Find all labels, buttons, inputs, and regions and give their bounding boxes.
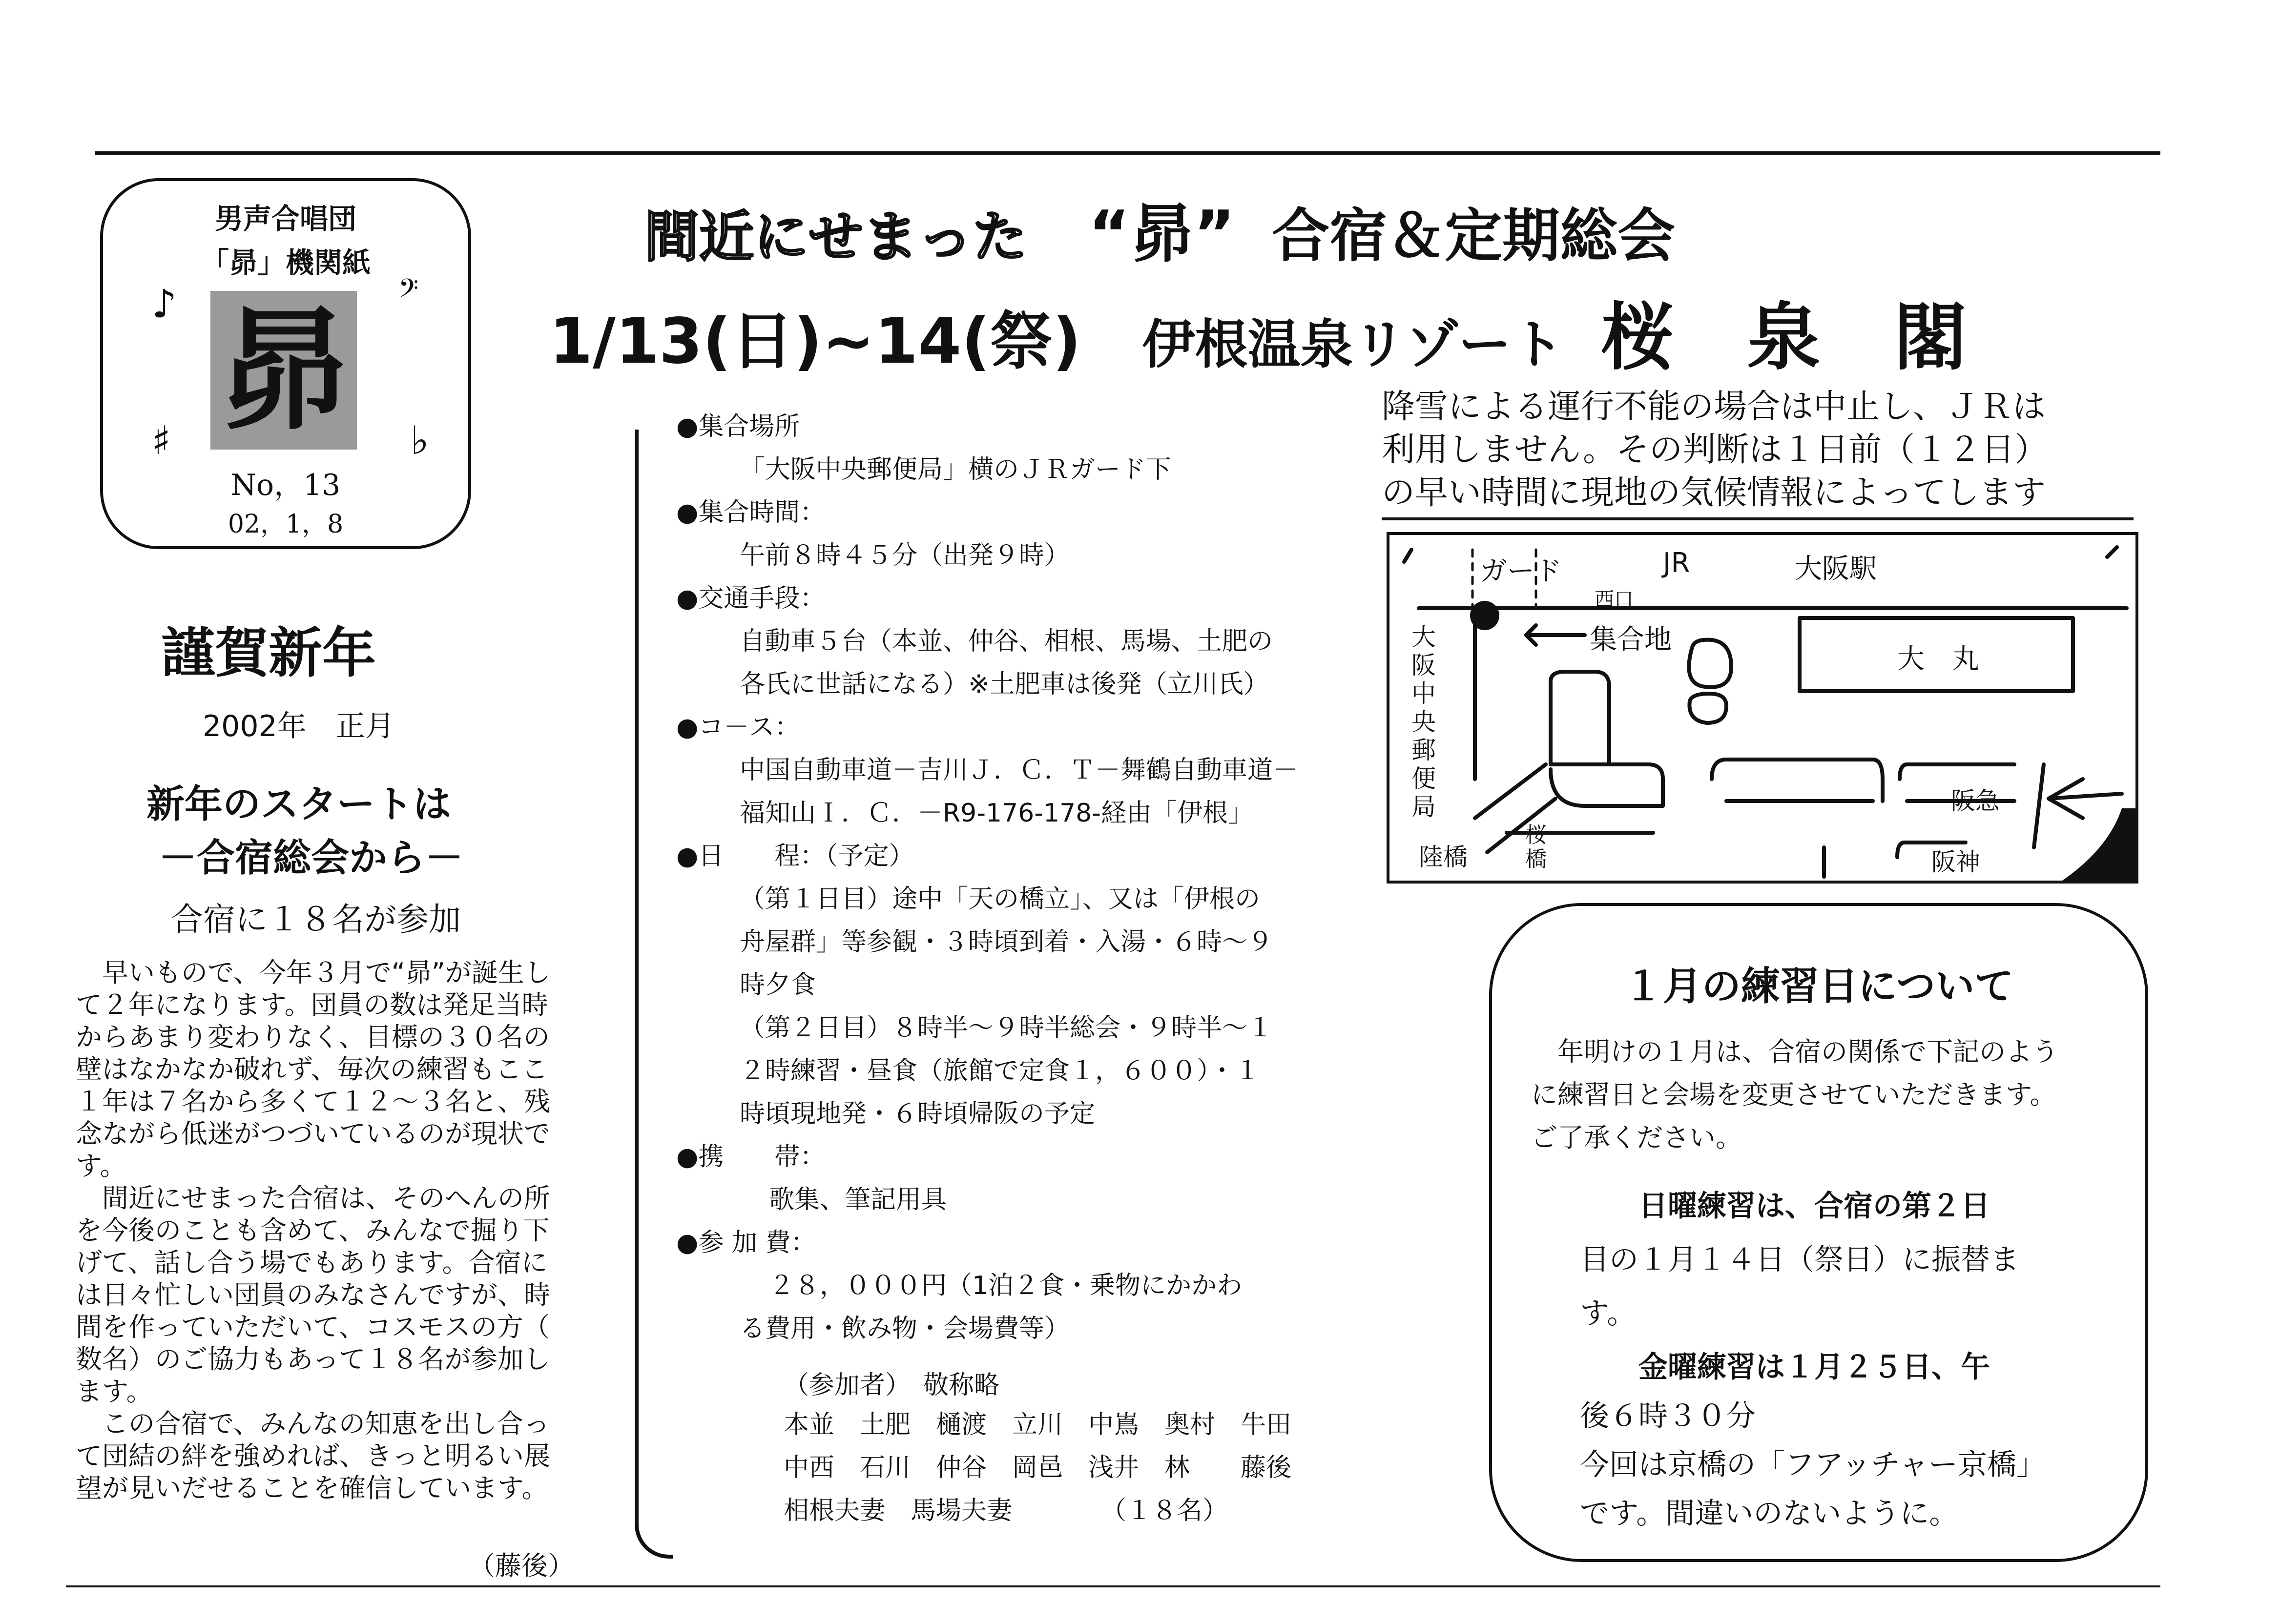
practice-friday-line: です。間違いのないように。 (1580, 1497, 1959, 1531)
schedule-text: 各氏に世話になる）※土肥車は後発（立川氏） (740, 670, 1269, 699)
article-line: は日々忙しい団員のみなさんですが、時 (76, 1279, 550, 1310)
schedule-text: 時頃現地発・６時頃帰阪の予定 (740, 1099, 1096, 1129)
schedule-label: ●参 加 費： (676, 1228, 816, 1257)
practice-sunday-line: す。 (1580, 1296, 1637, 1331)
map-label-rikkyo: 陸橋 (1419, 843, 1468, 871)
new-year-article (76, 957, 618, 1504)
headline-pre: 間近にせまった (644, 206, 1027, 269)
schedule-text: 歌集、筆記用具 (769, 1185, 947, 1214)
schedule-text: 時夕食 (740, 970, 816, 1000)
map-label-post-office (1409, 623, 1438, 821)
article-line: 壁はなかなか破れず、毎次の練習もここ (76, 1054, 548, 1085)
sakurabashi-char: 橋 (1525, 847, 1547, 872)
bottom-rule (66, 1585, 2160, 1587)
article-line: 数名）のご協力もあって１８名が参加し (76, 1344, 550, 1375)
schedule-text: 午前８時４５分（出発９時） (740, 541, 1070, 570)
map-label-meeting-point: 集合地 (1590, 624, 1672, 656)
practice-sunday-line: 目の１月１４日（祭日）に振替ま (1580, 1243, 2019, 1277)
schedule-label: ●コ－ス： (676, 713, 800, 742)
practice-friday-line: 後６時３０分 (1580, 1399, 1756, 1433)
schedule-text: （第１日目）途中「天の橋立」、又は「伊根の (740, 884, 1261, 914)
map-label-daimaru: 大 丸 (1897, 643, 1979, 675)
schedule-text: 福知山Ｉ．Ｃ．－R9-176-178-経由「伊根」 (740, 799, 1254, 828)
article-line: を今後のことも含めて、みんなで掘り下 (76, 1215, 550, 1246)
article-line: 間近にせまった合宿は、そのへんの所 (76, 1183, 550, 1213)
article-line: 望が見いだせることを確信しています。 (76, 1473, 548, 1503)
sakurabashi-char: 桜 (1525, 822, 1547, 847)
schedule-bracket-tick (635, 430, 639, 449)
post-office-char: 大 (1411, 623, 1436, 651)
schedule-label: ●集合場所 (676, 412, 800, 441)
sharp-icon: ♯ (152, 418, 171, 463)
participants-row: 本並 土肥 樋渡 立川 中嶌 奥村 牛田 (784, 1410, 1292, 1439)
map-label-hanshin: 阪神 (1931, 848, 1980, 876)
masthead-org: 男声合唱団 (214, 202, 356, 235)
post-office-char: 局 (1411, 793, 1436, 821)
article-line: 念ながら低迷がつづいているのが現状で (76, 1118, 550, 1149)
practice-friday-line: 今回は京橋の「フアッチャー京橋」 (1580, 1448, 2046, 1482)
schedule-label: ●交通手段： (676, 584, 826, 613)
logo-character: 昴 (218, 292, 350, 448)
note-icon: ♪ (152, 281, 177, 327)
post-office-char: 便 (1411, 764, 1436, 793)
article-line: て２年になります。団員の数は発足当時 (76, 989, 548, 1020)
schedule-text: 舟屋群」等参観・３時頃到着・入湯・６時～９ (740, 927, 1273, 957)
map-label-osaka-station: 大阪駅 (1795, 553, 1877, 585)
map-label-hankyu: 阪急 (1951, 787, 2000, 815)
article-line: 間を作っていただいて、コスモスの方（ (76, 1312, 550, 1342)
article-line: 早いもので、今年３月で“昴”が誕生し (76, 957, 551, 988)
schedule-text: 中国自動車道－吉川Ｊ．Ｃ．Ｔ－舞鶴自動車道－ (740, 756, 1299, 785)
notice-line: 降雪による運行不能の場合は中止し、ＪＲは (1382, 388, 2046, 426)
practice-friday-line: 金曜練習は１月２５日、午 (1580, 1350, 1990, 1384)
practice-sunday-line: 日曜練習は、合宿の第２日 (1580, 1189, 1990, 1223)
notice-line: 利用しません。その判断は１日前（１２日） (1382, 431, 2048, 469)
schedule-text: 自動車５台（本並、仲谷、相根、馬場、土肥の (740, 627, 1273, 656)
article-line: この合宿で、みんなの知恵を出し合っ (76, 1408, 550, 1439)
schedule-text: ２時練習・昼食（旅館で定食１，６００）・１ (740, 1056, 1261, 1086)
schedule-text: る費用・飲み物・会場費等） (740, 1314, 1070, 1343)
headline-line2 (549, 278, 1967, 384)
issue-date: 02，1，8 (228, 510, 344, 539)
practice-sunday (1580, 1179, 2019, 1340)
schedule-text: （第２日目）８時半～９時半総会・９時半～１ (740, 1013, 1273, 1043)
schedule-list (676, 405, 1369, 1350)
post-office-char: 郵 (1411, 736, 1436, 764)
headline-post: 合宿＆定期総会 (1272, 202, 1676, 269)
article-line: て団結の絆を強めれば、きっと明るい展 (76, 1440, 550, 1471)
practice-intro-line: ご了承ください。 (1531, 1122, 1742, 1153)
lead-sub2: －合宿総会から－ (159, 836, 464, 880)
post-office-char: 央 (1411, 708, 1436, 736)
small-glyph-icon: 𝄢 (398, 274, 419, 310)
participants-row: 中西 石川 仲谷 岡邑 浅井 林 藤後 (784, 1453, 1292, 1482)
lead-sub1: 新年のスタートは (146, 782, 452, 826)
headline-venue-pre: 伊根温泉リゾート (1142, 314, 1564, 375)
post-office-char: 阪 (1411, 651, 1436, 679)
headline-line1 (644, 183, 1676, 271)
schedule-label: ●集合時間： (676, 498, 826, 527)
article-line: １年は７名から多くて１２～３名と、残 (76, 1086, 550, 1117)
article-line: からあまり変わりなく、目標の３０名の (76, 1022, 550, 1052)
practice-intro (1531, 1030, 2058, 1159)
practice-friday (1580, 1343, 2046, 1538)
headline-dates: 1/13(日)~14(祭) (549, 305, 1081, 378)
map-label-west-exit: 西口 (1595, 588, 1634, 611)
schedule-bracket (635, 442, 673, 1559)
headline-quote: “昴” (1088, 197, 1235, 271)
flat-icon: ♭ (411, 418, 429, 463)
article-line: ます。 (76, 1376, 153, 1407)
practice-title: １月の練習日について (1623, 963, 2014, 1009)
new-year-title: 謹賀新年 (161, 621, 376, 684)
schedule-label: ●日 程：（予定） (676, 842, 914, 871)
new-year-date: 2002年 正月 (203, 709, 394, 743)
meeting-point-marker (1470, 601, 1499, 630)
top-rule (95, 151, 2160, 155)
headline-venue-name: 桜 泉 閣 (1600, 294, 1967, 380)
notice-box (1382, 386, 2134, 520)
lead-sub3: 合宿に１８名が参加 (171, 901, 461, 938)
practice-box (1489, 903, 2148, 1562)
participants-title: （参加者） 敬称略 (784, 1371, 1000, 1400)
schedule-label: ●携 帯： (676, 1142, 826, 1172)
masthead-box (100, 178, 471, 549)
map-label-jr: JR (1663, 547, 1690, 579)
participants-row: 相根夫妻 馬場夫妻 （１８名） (784, 1496, 1228, 1525)
participants-list (784, 1403, 1291, 1532)
notice-line: の早い時間に現地の気候情報によってします (1382, 473, 2046, 512)
schedule-text: ２８，０００円（1泊２食・乗物にかかわ (769, 1271, 1243, 1300)
post-office-char: 中 (1411, 679, 1436, 708)
issue-number: No，13 (230, 468, 341, 502)
article-line: す。 (76, 1151, 126, 1181)
masthead-org-sub: 「昴」機関紙 (200, 246, 371, 279)
schedule-text: 「大阪中央郵便局」横のＪＲガード下 (740, 455, 1172, 484)
map-label-sakurabashi (1521, 823, 1551, 872)
article-signature: （藤後） (469, 1550, 574, 1581)
meeting-map (1387, 532, 2138, 884)
practice-intro-line: に練習日と会場を変更させていただきます。 (1531, 1079, 2056, 1110)
practice-intro-line: 年明けの１月は、合宿の関係で下記のよう (1531, 1036, 2058, 1067)
article-line: げて、話し合う場でもあります。合宿に (76, 1247, 548, 1278)
map-label-guard: ガード (1480, 555, 1562, 587)
